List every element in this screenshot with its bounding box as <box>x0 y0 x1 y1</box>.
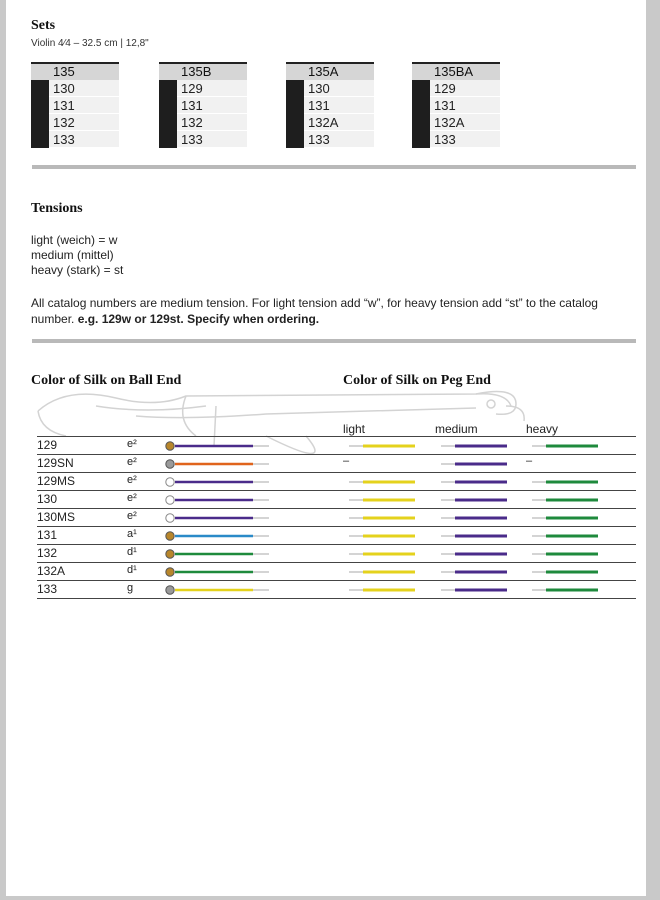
string-note: e² <box>127 474 137 486</box>
peg-silk-heavy-icon <box>526 566 606 578</box>
table-row <box>37 455 636 473</box>
table-row <box>37 509 636 527</box>
tension-note <box>31 295 621 327</box>
set-item: 131 <box>49 97 119 114</box>
peg-silk-medium-icon <box>435 476 515 488</box>
peg-silk-light-icon <box>343 530 423 542</box>
catalog-number: 130 <box>37 492 58 506</box>
ball-end-string-icon <box>165 548 275 560</box>
string-note: g <box>127 582 134 594</box>
table-row <box>37 473 636 491</box>
ball-end-string-icon <box>165 494 275 506</box>
set-item: 132 <box>49 114 119 131</box>
sets-subtitle: Violin 4⁄4 – 32.5 cm | 12,8" <box>31 38 149 49</box>
section-divider <box>32 339 636 343</box>
catalog-number: 129 <box>37 438 58 452</box>
string-note: e² <box>127 456 137 468</box>
peg-silk-light-icon <box>343 512 423 524</box>
ball-end-string-icon <box>165 440 275 452</box>
string-note: e² <box>127 438 137 450</box>
set-135 <box>31 62 119 148</box>
string-note: d¹ <box>127 564 137 576</box>
catalog-number: 132A <box>37 564 66 578</box>
tension-light: light (weich) = w <box>31 233 118 247</box>
col-heavy: heavy <box>526 422 559 436</box>
ball-end-title: Color of Silk on Ball End <box>31 373 182 388</box>
peg-silk-light-none: – <box>343 455 350 467</box>
tension-note-bold: e.g. 129w or 129st. Specify when ordering. <box>77 312 320 326</box>
set-item: 131 <box>177 97 247 114</box>
peg-silk-medium-icon <box>435 440 515 452</box>
table-row <box>37 545 636 563</box>
peg-silk-medium-icon <box>435 566 515 578</box>
col-light: light <box>343 422 366 436</box>
catalog-number: 130MS <box>37 510 76 524</box>
set-item: 132A <box>430 114 500 131</box>
peg-silk-medium-icon <box>435 512 515 524</box>
catalog-number: 133 <box>37 582 58 596</box>
section-divider <box>32 165 636 169</box>
tensions-title: Tensions <box>31 201 83 216</box>
set-header: 135BA <box>412 62 500 80</box>
set-item: 129 <box>177 80 247 97</box>
peg-silk-heavy-icon <box>526 476 606 488</box>
peg-silk-heavy-icon <box>526 530 606 542</box>
tension-note-text: All catalog numbers are medium tension. For light tension add “w”, for heavy tension add “st” to the catalog number. <box>31 296 598 326</box>
peg-silk-medium-icon <box>435 458 515 470</box>
string-note: d¹ <box>127 546 137 558</box>
string-note: e² <box>127 510 137 522</box>
set-135a <box>286 62 374 148</box>
peg-silk-light-icon <box>343 476 423 488</box>
peg-silk-heavy-icon <box>526 548 606 560</box>
catalog-number: 129SN <box>37 456 74 470</box>
set-135b <box>159 62 247 148</box>
catalog-page <box>6 0 646 896</box>
catalog-number: 131 <box>37 528 58 542</box>
set-header: 135A <box>286 62 374 80</box>
peg-silk-heavy-icon <box>526 440 606 452</box>
set-item: 133 <box>304 131 374 148</box>
ball-end-string-icon <box>165 512 275 524</box>
peg-silk-medium-icon <box>435 548 515 560</box>
set-item: 132A <box>304 114 374 131</box>
ball-end-string-icon <box>165 530 275 542</box>
tension-heavy: heavy (stark) = st <box>31 263 124 277</box>
peg-silk-light-icon <box>343 566 423 578</box>
set-header: 135 <box>31 62 119 80</box>
ball-end-string-icon <box>165 584 275 596</box>
table-row <box>37 581 636 599</box>
peg-silk-heavy-icon <box>526 584 606 596</box>
table-row <box>37 437 636 455</box>
set-item: 130 <box>49 80 119 97</box>
peg-silk-heavy-icon <box>526 494 606 506</box>
set-135ba <box>412 62 500 148</box>
set-item: 133 <box>177 131 247 148</box>
peg-silk-heavy-none: – <box>526 455 533 467</box>
string-note: a¹ <box>127 528 137 540</box>
col-medium: medium <box>435 422 478 436</box>
set-item: 130 <box>304 80 374 97</box>
ball-end-string-icon <box>165 566 275 578</box>
catalog-number: 129MS <box>37 474 76 488</box>
set-item: 132 <box>177 114 247 131</box>
tension-medium: medium (mittel) <box>31 248 114 262</box>
peg-silk-heavy-icon <box>526 512 606 524</box>
set-header: 135B <box>159 62 247 80</box>
peg-silk-light-icon <box>343 440 423 452</box>
catalog-number: 132 <box>37 546 58 560</box>
peg-silk-medium-icon <box>435 494 515 506</box>
sets-title: Sets <box>31 18 56 33</box>
ball-end-string-icon <box>165 458 275 470</box>
set-item: 131 <box>304 97 374 114</box>
peg-silk-light-icon <box>343 494 423 506</box>
set-item: 133 <box>430 131 500 148</box>
table-row <box>37 563 636 581</box>
table-row <box>37 527 636 545</box>
peg-silk-light-icon <box>343 584 423 596</box>
peg-silk-light-icon <box>343 548 423 560</box>
set-item: 131 <box>430 97 500 114</box>
peg-silk-medium-icon <box>435 530 515 542</box>
peg-silk-medium-icon <box>435 584 515 596</box>
table-row <box>37 491 636 509</box>
ball-end-string-icon <box>165 476 275 488</box>
set-item: 133 <box>49 131 119 148</box>
string-note: e² <box>127 492 137 504</box>
peg-end-title: Color of Silk on Peg End <box>343 373 491 388</box>
set-item: 129 <box>430 80 500 97</box>
